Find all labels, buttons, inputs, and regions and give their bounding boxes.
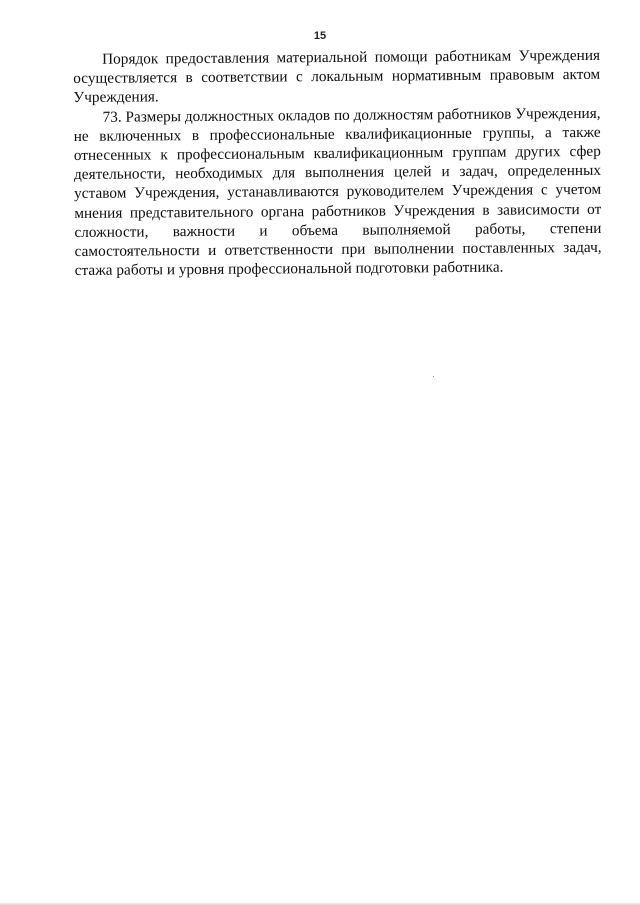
page-number: 15	[313, 30, 327, 42]
scan-speck	[433, 376, 434, 377]
document-body	[73, 46, 602, 281]
paragraph-material-assistance: Порядок предоставления материальной помощи работникам Учреждения осуществляется в соответствии с локальным нормативным правовым актом Учреждения.	[73, 46, 601, 107]
paragraph-73-salary-sizes: 73. Размеры должностных окладов по должностям работников Учреждения, не включенных в профессиональные квалификационные группы, а также отнесенных к профессиональным квалификационным группам других сфер деятельности, необходимых для выполнения целей и задач, определенных уставом Учреждения, устанавливаются руководителем Учреждения с учетом мнения представительного органа работников Учреждения в зависимости от сложности, важности и объема выполняемой работы, степени самостоятельности и ответственности при выполнении поставленных задач, стажа работы и уровня профессиональной подготовки работника.	[73, 104, 602, 280]
